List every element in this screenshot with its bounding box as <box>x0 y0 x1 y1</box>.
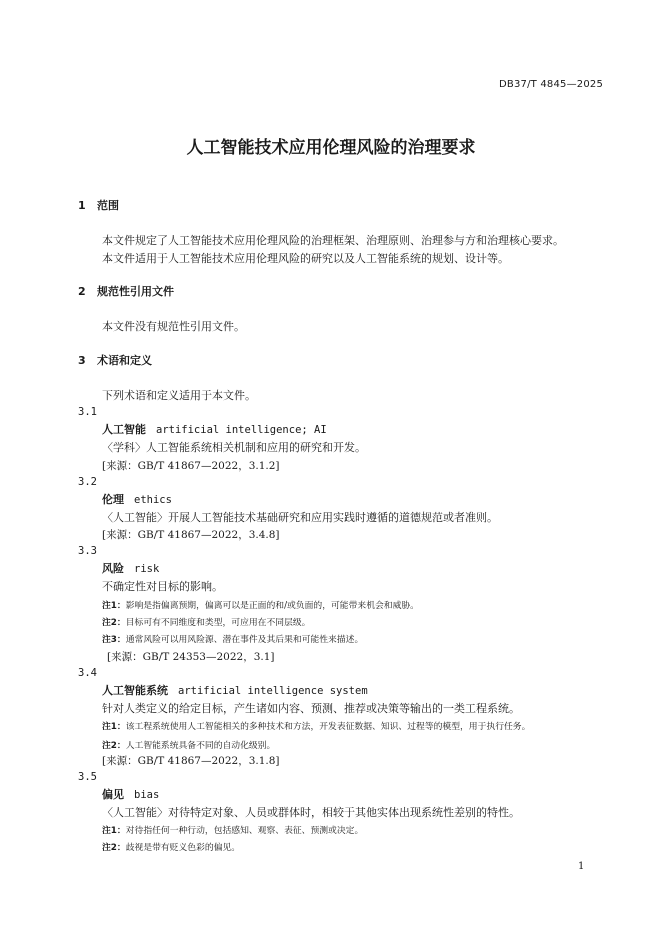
note-text: 对待指任何一种行动，包括感知、观察、表征、预测或决定。 <box>125 826 364 836</box>
term-note <box>102 840 240 853</box>
note-label: 注1： <box>102 722 126 732</box>
note-label: 注1： <box>102 826 126 836</box>
term-number: 3.4 <box>78 667 97 679</box>
term-note <box>102 632 363 645</box>
note-text: 目标可有不同维度和类型，可应用在不同层级。 <box>125 618 311 628</box>
term-heading <box>102 421 327 437</box>
paragraph: 本文件规定了人工智能技术应用伦理风险的治理框架、治理原则、治理参与方和治理核心要求。 <box>102 234 564 247</box>
term-english: artificial intelligence; AI <box>156 424 327 436</box>
note-text: 影响是指偏离预期，偏离可以是正面的和/或负面的，可能带来机会和威胁。 <box>125 601 419 611</box>
term-source: [来源：GB/T 41867—2022，3.4.8] <box>102 529 280 541</box>
term-chinese: 人工智能 <box>102 423 146 436</box>
term-note <box>102 738 275 751</box>
section-number: 1 <box>78 199 86 212</box>
note-label: 注3： <box>102 635 126 645</box>
term-note <box>102 823 363 836</box>
term-chinese: 风险 <box>102 562 124 575</box>
term-chinese: 偏见 <box>102 788 124 801</box>
term-note <box>102 598 419 611</box>
paragraph: 下列术语和定义适用于本文件。 <box>102 389 256 402</box>
term-definition: 〈人工智能〉开展人工智能技术基础研究和应用实践时遵循的道德规范或者准则。 <box>102 511 498 524</box>
section-heading-3 <box>78 352 152 368</box>
term-source: [来源：GB/T 41867—2022，3.1.2] <box>102 460 280 472</box>
section-number: 3 <box>78 354 86 367</box>
term-number: 3.1 <box>78 406 97 418</box>
section-title: 规范性引用文件 <box>97 285 174 298</box>
term-heading <box>102 560 159 576</box>
section-title: 范围 <box>97 199 119 212</box>
note-text: 该工程系统使用人工智能相关的多种技术和方法，开发表征数据、知识、过程等的模型，用于执行任务。 <box>125 722 531 732</box>
note-text: 人工智能系统具备不同的自动化级别。 <box>125 741 276 751</box>
term-definition: 针对人类定义的给定目标，产生诸如内容、预测、推荐或决策等输出的一类工程系统。 <box>102 702 520 715</box>
note-text: 通常风险可以用风险源、潜在事件及其后果和可能性来描述。 <box>125 635 364 645</box>
note-label: 注2： <box>102 741 126 751</box>
section-number: 2 <box>78 285 86 298</box>
paragraph: 本文件适用于人工智能技术应用伦理风险的研究以及人工智能系统的规划、设计等。 <box>102 252 509 265</box>
term-source: [来源：GB/T 24353—2022，3.1] <box>107 651 275 663</box>
term-definition: 〈人工智能〉对待特定对象、人员或群体时，相较于其他实体出现系统性差别的特性。 <box>102 806 520 819</box>
term-definition: 不确定性对目标的影响。 <box>102 580 223 593</box>
note-label: 注2： <box>102 843 126 853</box>
term-heading <box>102 682 368 698</box>
note-text: 歧视是带有贬义色彩的偏见。 <box>125 843 241 853</box>
document-number: DB37/T 4845—2025 <box>499 79 604 90</box>
term-english: bias <box>134 789 160 801</box>
section-heading-1 <box>78 197 119 213</box>
section-heading-2 <box>78 283 174 299</box>
section-title: 术语和定义 <box>97 354 152 367</box>
term-number: 3.5 <box>78 771 97 783</box>
document-title: 人工智能技术应用伦理风险的治理要求 <box>186 138 476 158</box>
term-source: [来源：GB/T 41867—2022，3.1.8] <box>102 755 280 767</box>
term-heading <box>102 786 159 802</box>
term-number: 3.3 <box>78 545 97 557</box>
term-chinese: 伦理 <box>102 493 124 506</box>
term-chinese: 人工智能系统 <box>102 684 168 697</box>
term-definition: 〈学科〉人工智能系统相关机制和应用的研究和开发。 <box>102 441 366 454</box>
term-note <box>102 719 530 732</box>
term-number: 3.2 <box>78 476 97 488</box>
term-english: artificial intelligence system <box>178 685 368 697</box>
term-note <box>102 615 310 628</box>
page-number: 1 <box>578 861 585 872</box>
note-label: 注2： <box>102 618 126 628</box>
note-label: 注1： <box>102 601 126 611</box>
paragraph: 本文件没有规范性引用文件。 <box>102 320 245 333</box>
term-heading <box>102 491 172 507</box>
term-english: ethics <box>134 494 172 506</box>
term-english: risk <box>134 563 160 575</box>
